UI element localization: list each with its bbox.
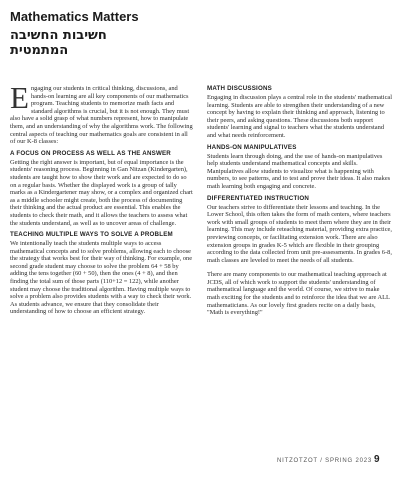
section-text-discussions: Engaging in discussion plays a central role in the students' mathematical learning. Students are able to strengthen their understanding of a new concept by having to explain their thinking and approach, listening to their peers, and asking questions. These discussions both support students' learning and signal to teachers what the students understand and what needs reinforcement. [207, 94, 393, 139]
intro-paragraph [10, 80, 193, 146]
section-heading-multiple-ways: TEACHING MULTIPLE WAYS TO SOLVE A PROBLEM [10, 231, 173, 239]
left-column [10, 80, 193, 320]
publication-footer: NITZOTZOT / SPRING 2023 [277, 458, 372, 464]
section-heading-differentiated: DIFFERENTIATED INSTRUCTION [207, 194, 310, 202]
intro-text: ngaging our students in critical thinking, discussions, and hands-on learning are all key components of our mathematics program. Teaching students to memorize math facts and standard algorithms is crucial, but it is not enough. They must also have a solid grasp of what numbers represent, how to manipulate them, and an understanding of why the algorithms work. The following central aspects of teaching our mathematics goals are consistent in all of our K-8 classes: [10, 85, 193, 146]
section-text-multiple-ways: We intentionally teach the students multiple ways to access mathematical concepts and to solve problems, allowing each to choose the strategy that works best for their way of thinking. For example, one second grade student may choose to solve the problem 64 + 58 by adding the tens together (60 + 50), then the ones (4 + 8), and then finding the total sum of those parts (110+12 = 122), while another student may choose the traditional algorithm. Having multiple ways to solve a problem also provides students with a way to check their work. As students advance, we ensure that they consolidate their understanding of how to choose an efficient strategy. [10, 240, 193, 316]
right-column [207, 85, 392, 321]
section-heading-manipulatives: HANDS-ON MANIPULATIVES [207, 143, 297, 151]
hebrew-title: חשיבות החשיבה המתמטית [10, 28, 107, 58]
page-title: Mathematics Matters [10, 9, 139, 24]
section-text-focus: Getting the right answer is important, but of equal importance is the students' reasoning process. Beginning in Gan Nitzan (Kindergarten), students are taught how to show their work and are expected to do so on a regular basis. Whether the displayed work is a group of tally marks as a Kindergartener may show, or a complex and organized chart as a middle schooler might create, both the process of documenting their thinking and the actual product are essential. This enables the students to check their math, and it allows the teachers to assess what the students understand, as well as to uncover areas of challenge. [10, 158, 193, 227]
page-number: 9 [374, 454, 380, 465]
section-heading-focus: A FOCUS ON PROCESS AS WELL AS THE ANSWER [10, 149, 171, 157]
closing-paragraph: There are many components to our mathematical teaching approach at JCDS, all of which work to support the students' understanding of mathematical language and the world. Of course, we strive to make math exciting for the students and to reinforce the idea that we are ALL mathematicians. As our lovely first graders recite on a daily basis, "Math is everything!" [207, 271, 390, 317]
drop-cap: E [10, 80, 29, 115]
section-text-differentiated: Our teachers strive to differentiate their lessons and teaching. In the Lower School, this often takes the form of math centers, where teachers work with small groups of students to meet them where they are in their learning. This may include reteaching material, providing extra practice, previewing concepts, or facilitating extension work. There are also extension groups in grades K-5 which are flexible in their grouping according to the data collected from unit pre-assessments. In grades 6-8, math classes are leveled to meet the needs of all students. [207, 203, 392, 264]
section-text-manipulatives: Students learn through doing, and the use of hands-on manipulatives help students understand mathematical concepts and skills. Manipulatives allow students to visualize what is happening with numbers, to see patterns, and to test and prove their ideas. It also makes math learning both engaging and concrete. [207, 152, 391, 190]
section-heading-discussions: MATH DISCUSSIONS [207, 85, 272, 92]
